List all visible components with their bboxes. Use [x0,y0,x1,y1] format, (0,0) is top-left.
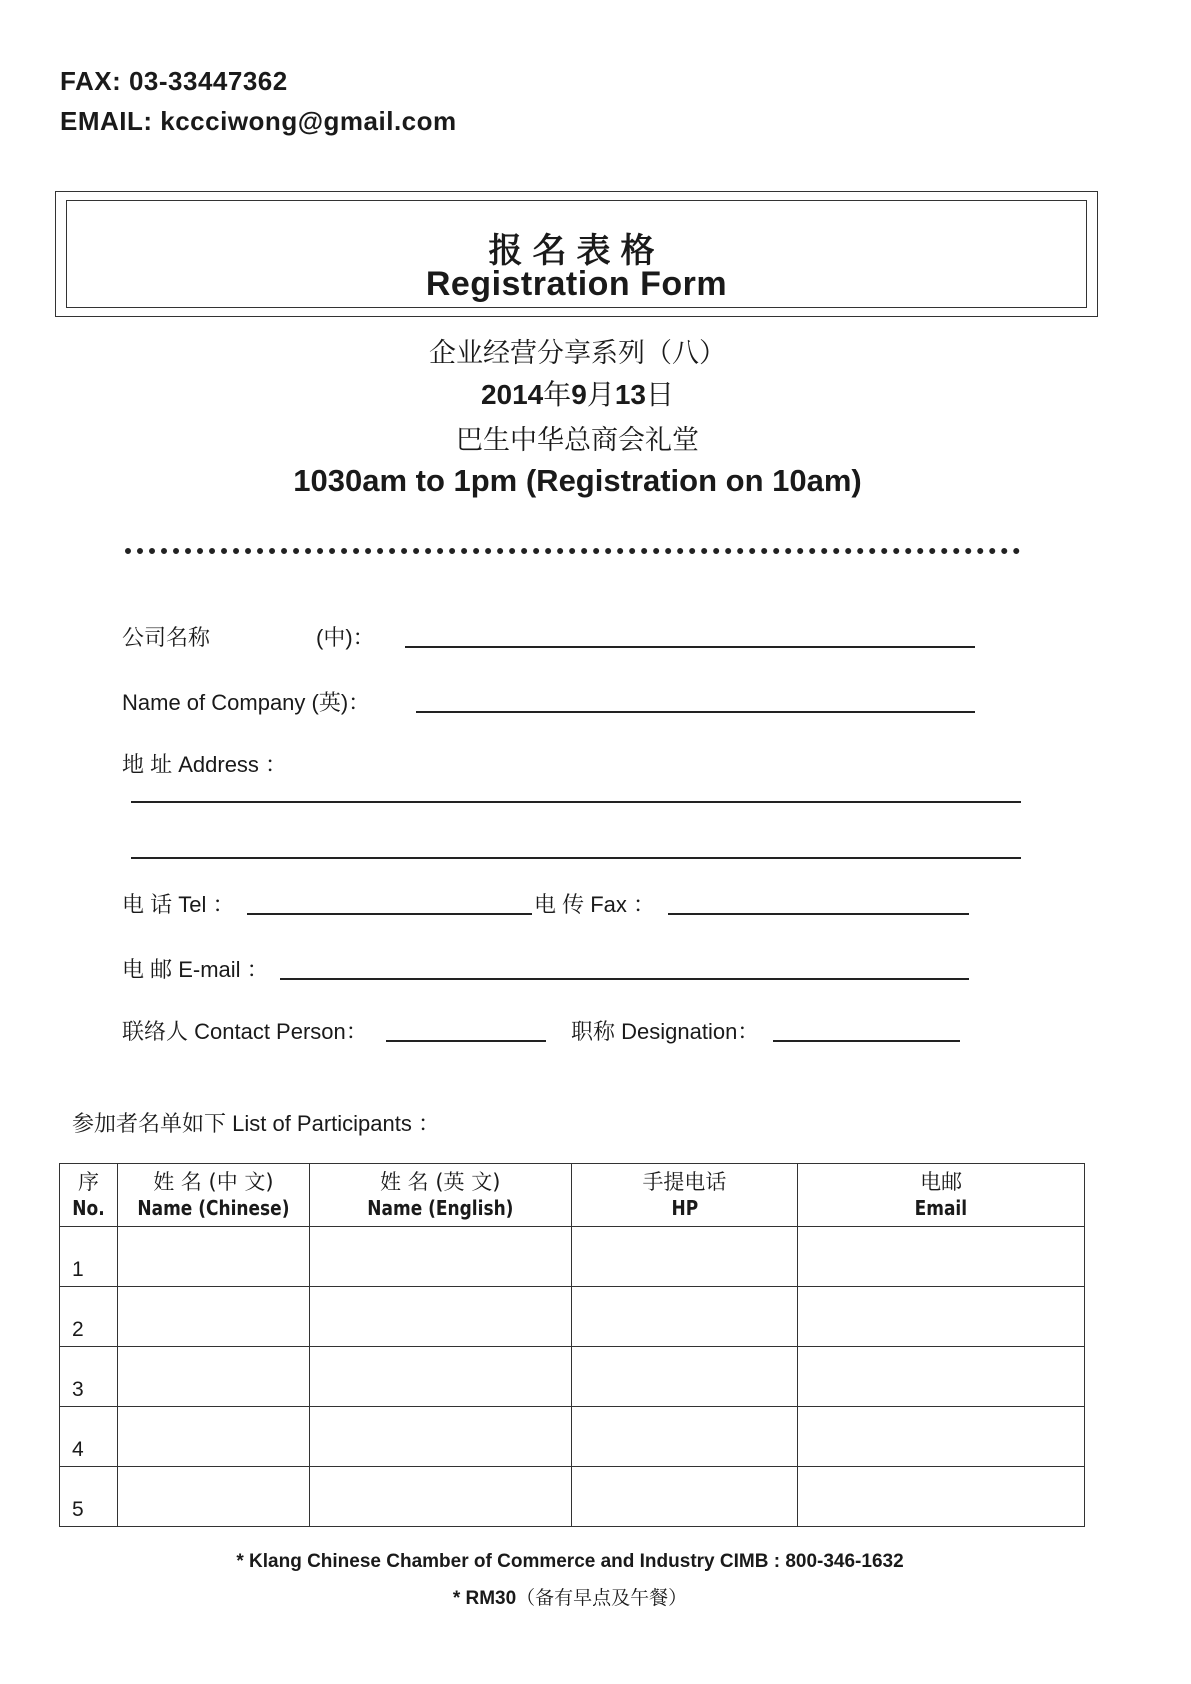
tel-label: 电 话 Tel ： [122,892,235,917]
row-number: 5 [60,1467,118,1527]
tel-field[interactable] [247,913,532,915]
contact-email: EMAIL: kccciwong@gmail.com [60,106,457,136]
event-date [0,373,1155,413]
fax-number: FAX: 03-33447362 [60,66,288,96]
date-year-char: 年 [543,378,572,411]
designation-label: 职称 Designation： [571,1019,760,1044]
email-cell[interactable] [798,1467,1085,1527]
contact-person-label: 联络人 Contact Person： [122,1019,368,1044]
fax-field[interactable] [668,913,969,915]
address-field-line-2[interactable] [131,857,1021,859]
date-year: 2014 [480,379,544,410]
fee-meal-note: （备有早点及午餐） [516,1587,688,1609]
name-english-cell[interactable] [309,1227,571,1287]
participants-table [59,1163,1085,1527]
date-month-char: 月 [586,378,615,411]
col-header-name-english [309,1164,571,1227]
email-label: 电 邮 E-mail ： [122,957,269,982]
fee-note [0,1583,1140,1610]
col-header-name-chinese-cn: 姓 名 (中 文) [153,1170,274,1195]
event-name: 企业经营分享系列（八） [429,338,726,369]
participants-header-row [60,1164,1085,1227]
title-box [55,191,1098,317]
col-header-name-english-cn: 姓 名 (英 文) [380,1170,501,1195]
fax-label: 电 传 Fax ： [534,892,656,917]
contact-person-field[interactable] [386,1040,546,1042]
company-english-field[interactable] [416,711,975,713]
row-number: 1 [60,1227,118,1287]
col-header-hp-cn: 手提电话 [642,1170,727,1195]
table-row [60,1287,1085,1347]
company-chinese-suffix: (中)： [316,625,375,650]
col-header-email [798,1164,1085,1227]
event-time: 1030am to 1pm (Registration on 10am) [293,463,862,498]
hp-cell[interactable] [571,1467,798,1527]
col-header-email-en: Email [914,1195,968,1220]
dotted-separator [125,548,1020,554]
email-cell[interactable] [798,1287,1085,1347]
email-field[interactable] [280,978,969,980]
hp-cell[interactable] [571,1287,798,1347]
hp-cell[interactable] [571,1407,798,1467]
date-day-char: 日 [646,378,675,411]
name-english-cell[interactable] [309,1287,571,1347]
company-english-label: Name of Company (英)： [122,690,371,715]
col-header-no-en: No. [72,1195,105,1220]
bank-account-note: * Klang Chinese Chamber of Commerce and Industry CIMB : 800-346-1632 [236,1551,904,1572]
table-row [60,1467,1085,1527]
company-chinese-field[interactable] [405,646,975,648]
address-label: 地 址 Address ： [122,752,288,777]
name-chinese-cell[interactable] [117,1347,309,1407]
company-chinese-label: 公司名称 [122,625,211,650]
fee-amount: * RM30 [452,1588,517,1609]
name-english-cell[interactable] [309,1467,571,1527]
col-header-name-chinese [117,1164,309,1227]
designation-field[interactable] [773,1040,960,1042]
hp-cell[interactable] [571,1347,798,1407]
email-cell[interactable] [798,1347,1085,1407]
event-venue: 巴生中华总商会礼堂 [456,425,699,456]
name-chinese-cell[interactable] [117,1407,309,1467]
form-title-chinese: 报名表格 [488,231,665,271]
row-number: 2 [60,1287,118,1347]
name-chinese-cell[interactable] [117,1467,309,1527]
col-header-hp-en: HP [671,1195,698,1220]
name-english-cell[interactable] [309,1407,571,1467]
table-row [60,1407,1085,1467]
address-field-line-1[interactable] [131,801,1021,803]
name-chinese-cell[interactable] [117,1287,309,1347]
col-header-name-english-en: Name (English) [367,1195,514,1220]
name-english-cell[interactable] [309,1347,571,1407]
hp-cell[interactable] [571,1227,798,1287]
participants-label: 参加者名单如下 List of Participants ： [72,1111,440,1136]
col-header-name-chinese-en: Name (Chinese) [137,1195,290,1220]
date-month: 9 [571,379,587,410]
name-chinese-cell[interactable] [117,1227,309,1287]
email-cell[interactable] [798,1227,1085,1287]
row-number: 3 [60,1347,118,1407]
col-header-hp [571,1164,798,1227]
table-row [60,1347,1085,1407]
form-title-english: Registration Form [425,265,728,303]
title-box-inner [66,200,1087,308]
col-header-no-cn: 序 [77,1170,99,1195]
col-header-email-cn: 电邮 [920,1170,963,1195]
email-cell[interactable] [798,1407,1085,1467]
row-number: 4 [60,1407,118,1467]
date-day: 13 [614,379,647,410]
col-header-no [60,1164,118,1227]
table-row [60,1227,1085,1287]
